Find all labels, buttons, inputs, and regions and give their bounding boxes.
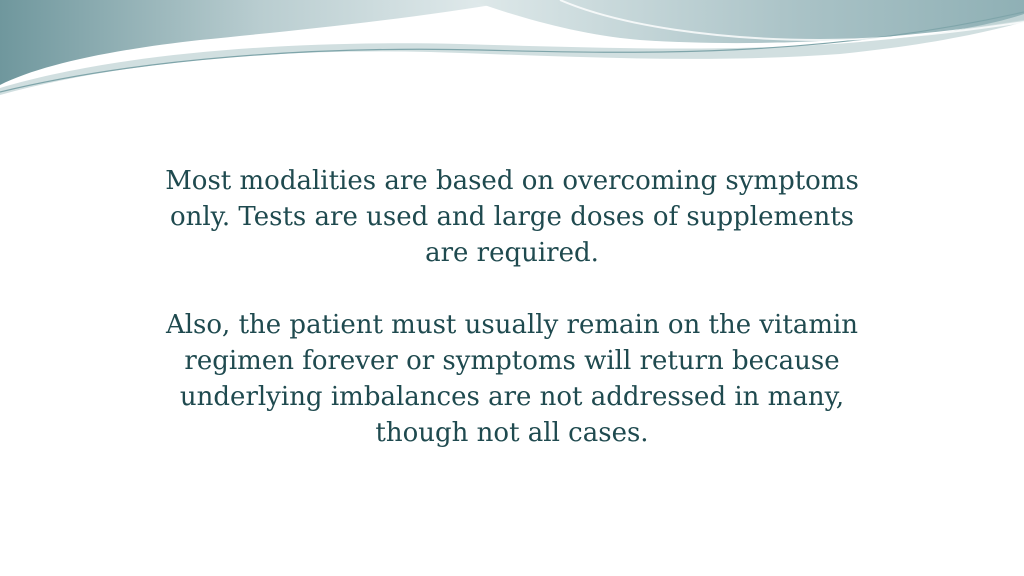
slide-body-text [150, 163, 874, 451]
paragraph-1: Most modalities are based on overcoming symptoms only. Tests are used and large doses of supplements are required. [165, 166, 859, 268]
decorative-wave-header [0, 0, 1024, 110]
paragraph-2: Also, the patient must usually remain on the vitamin regimen forever or symptoms will return because underlying imbalances are not addressed in many, though not all cases. [165, 310, 859, 448]
